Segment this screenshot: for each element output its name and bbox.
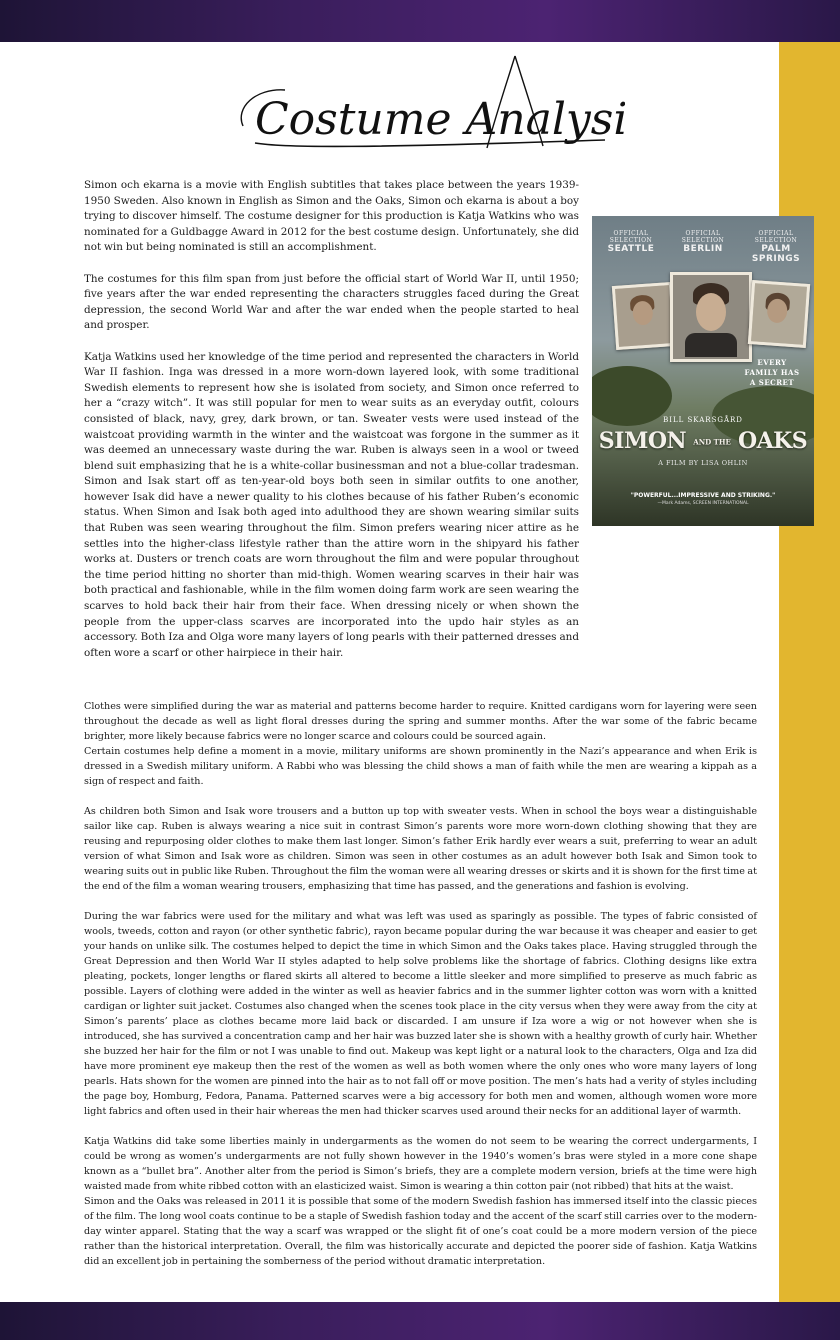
main-column [84,699,757,1269]
paragraph-span: The costumes for this film span from just before the official start of World War II, until 1950; five years after the war ended representing the characters struggles faced during the Great depression, the second World War and after the war ended when the people started to heal and prosper. [84,272,579,332]
paragraph-liberties: Katja Watkins did take some liberties mainly in undergarments as the women do not seem to be wearing the correct undergarments, I could be wrong as women’s undergarments are not fully shown however in the 1940’s women’s bras were styled in a more cone shape known as a “bullet bra”. Another alter from the period is Simon’s briefs, they are a complete modern version, briefs at the time were high waisted made from white ribbed cotton with an elasticized waist. Simon is wearing a thin cotton pair (not ribbed) that hits at the waist. [84,1136,757,1192]
poster-photo-center [670,272,752,362]
title-script [225,48,625,168]
paragraph-children: As children both Simon and Isak wore trousers and a button up top with sweater vests. When in school the boys wear a distinguishable sailor like cap. Ruben is always wearing a nice suit in contrast Simon’s parents wore more worn-down clothing showing that they are reusing and repurposing older clothes to make them last longer. Simon’s father Erik hardly ever wears a suit, preferring to wear an adult version of what Simon and Isak wore as children. Simon was seen in other costumes as an adult however both Isak and Simon took to wearing suits out in public like Ruben. Throughout the film the woman were all wearing dresses or skirts and it is shown for the first time at the end of the film a woman wearing trousers, emphasizing that time has passed, and the generations and fashion is evolving. [84,806,758,892]
poster-quote: "POWERFUL...IMPRESSIVE AND STRIKING." [630,492,776,499]
top-banner [0,0,840,42]
festival-laurel-berlin: OFFICIAL SELECTION BERLIN [681,230,725,254]
poster-photo-left [612,282,676,350]
paragraph-certain-costumes: Certain costumes help define a moment in a movie, military uniforms are shown prominently in the Nazi’s appearance and when Erik is dressed in a Swedish military uniform. A Rabbi who was blessing the child shows a man of faith while the men are wearing a kippah as a sign of respect and faith. [84,746,757,787]
intro-column [84,178,579,661]
paragraph-fabrics: During the war fabrics were used for the military and what was left was used as sparingly as possible. The types of fabric consisted of wools, tweeds, cotton and rayon (or other synthetic fabric), rayon became popular during the war because it was cheaper and easier to get your hands on unlike silk. The costumes helped to depict the time in which Simon and the Oaks takes place. Having struggled through the Great Depression and then World War II styles adapted to help solve problems like the shortage of fabrics. Clothing designs like extra pleating, pockets, longer lengths or flared skirts all altered to become a little sleeker and more simplified to preserve as much fabric as possible. Layers of clothing were added in the winter as well as heavier fabrics and in the summer lighter cotton was worn with a knitted cardigan or lighter suit jacket. Costumes also changed when the scenes took place in the city versus when they were away from the city at Simon’s parents’ place as clothes became more laid back or discarded. I am unsure if Iza wore a wig or not however when she is introduced, she has survived a concentration camp and her hair was buzzed later she is shown with a healthy growth of curly hair. Whether she buzzed her hair for the film or not I was unable to find out. Makeup was kept light or a natural look to the characters, Olga and Iza did have more prominent eye makeup then the rest of the women as well as both women where the only ones who wore many layers of long pearls. Hats shown for the women are pinned into the hair as to not fall off or move position. The men’s hats had a verity of styles including the page boy, Homburg, Fedora, Panama. Patterned scarves were a big accessory for both men and women, although women wore more light fabrics and often used in their hair whereas the men had thicker scarves used around their necks for an additional layer of warmth. [84,911,757,1117]
bottom-banner [0,1302,840,1340]
paragraph-intro: Simon och ekarna is a movie with English subtitles that takes place between the years 1939-1950 Sweden. Also known in English as Simon and the Oaks, Simon och ekarna is about a boy trying to discover himself. The costume designer for this production is Katja Watkins who was nominated for a Guldbagge Award in 2012 for the best costume design. Unfortunately, she did not win but being nominated is still an accomplishment. [84,179,579,254]
poster-photo-right [748,280,810,348]
poster-director: A FILM BY LISA OHLIN [658,459,748,467]
paragraph-conclusion: Simon and the Oaks was released in 2011 it is possible that some of the modern Swedish fashion has immersed itself into the classic pieces of the film. The long wool coats continue to be a staple of Swedish fashion today and the accent of the scarf still carries over to the modern-day winter apparel. Stating that the way a scarf was wrapped or the slight fit of one’s coat could be a more modern version of the piece rather than the historical interpretation. Overall, the film was historically accurate and depicted the poorer side of fashion. Katja Watkins did an excellent job in pertaining the somberness of the period without dramatic interpretation. [84,1196,757,1267]
page-title [225,48,625,168]
poster-title: SIMON AND THE OAKS [598,428,808,454]
poster-quote-source: —Mark Adams, SCREEN INTERNATIONAL [657,501,749,506]
movie-poster [592,216,814,526]
poster-actor: BILL SKARSGÅRD [663,416,743,424]
paragraph-watkins: Katja Watkins used her knowledge of the time period and represented the characters in World War II fashion. Inga was dressed in a more worn-down layered look, with some traditional Swedish elements to represent how she is isolated from society, and Simon once referred to her a “crazy witch”. It was still popular for men to wear suits as an everyday outfit, colours consisted of black, navy, grey, dark brown, or tan. Sweater vests were used instead of the waistcoat providing warmth in the winter and the waistcoat was forgone in the summer as it was deemed an unnecessary waste during the war. Ruben is always seen in a wool or tweed blend suit emphasizing that he is a white-collar businessman and not a blue-collar tradesman. Simon and Isak start off as ten-year-old boys both seen in similar outfits to one another, however Isak did have a newer quality to his clothes because of his father Ruben’s economic status. When Simon and Isak both aged into adulthood they are shown wearing similar suits that Ruben was seen wearing throughout the film. Simon prefers wearing nicer attire as he settles into the higher-class lifestyle rather than the attire worn in the shipyard his father works at. Dusters or trench coats are worn throughout the film and were popular throughout the time period hitting no shorter than mid-thigh. Women wearing scarves in their hair was both practical and fashionable, while in the film women doing farm work are seen wearing the scarves to hold back their hair from their face. When dressing nicely or when shown the people from the upper-class scarves are incorporated into the updo hair styles as an accessory. Both Iza and Olga wore many layers of long pearls with their patterned dresses and often wore a scarf or other hairpiece in their hair. [84,350,579,659]
paragraph-simplified: Clothes were simplified during the war as material and patterns become harder to require. Knitted cardigans worn for layering were seen throughout the decade as well as light floral dresses during the spring and summer months. After the war some of the fabric became brighter, more likely because fabrics were no longer scarce and colours could be sourced again. [84,701,757,742]
festival-laurel-seattle: OFFICIAL SELECTION SEATTLE [607,230,655,254]
poster-tagline: EVERY FAMILY HAS A SECRET [744,358,800,387]
title-text: Costume Analysis [255,94,625,145]
festival-laurel-palm-springs: OFFICIAL SELECTION PALM SPRINGS [751,230,801,264]
